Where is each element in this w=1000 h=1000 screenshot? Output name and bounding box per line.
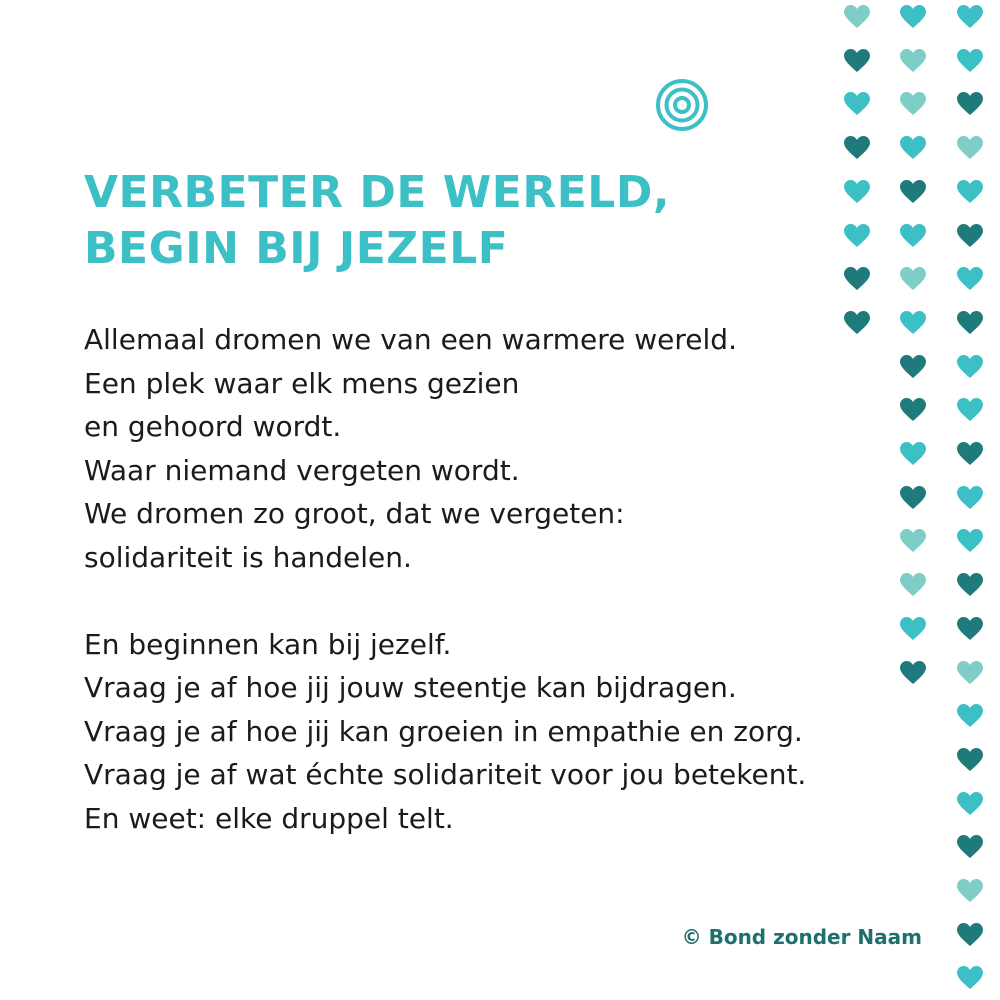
poem-line: Een plek waar elk mens gezien bbox=[84, 366, 520, 400]
heart-icon bbox=[957, 748, 983, 772]
heart-icon bbox=[957, 355, 983, 379]
heart-icon bbox=[957, 180, 983, 204]
heart-icon bbox=[957, 486, 983, 510]
heart-icon bbox=[957, 661, 983, 685]
title-line-2: BEGIN BIJ JEZELF bbox=[84, 223, 509, 274]
heart-icon bbox=[957, 879, 983, 903]
heart-icon bbox=[957, 136, 983, 160]
heart-icon bbox=[957, 529, 983, 553]
heart-icon bbox=[900, 355, 926, 379]
poem-line: We dromen zo groot, dat we vergeten: bbox=[84, 497, 625, 531]
heart-icon bbox=[957, 5, 983, 29]
heart-icon bbox=[900, 486, 926, 510]
heart-icon bbox=[900, 136, 926, 160]
heart-icon bbox=[844, 49, 870, 73]
poem-line: Vraag je af hoe jij kan groeien in empathie en zorg. bbox=[84, 714, 803, 748]
heart-icon bbox=[957, 92, 983, 116]
heart-icon bbox=[900, 5, 926, 29]
concentric-circles-icon bbox=[655, 78, 709, 132]
poem-line: En beginnen kan bij jezelf. bbox=[84, 627, 452, 661]
heart-icon bbox=[900, 267, 926, 291]
page-title bbox=[84, 165, 670, 277]
heart-icon bbox=[844, 224, 870, 248]
poem-line: Waar niemand vergeten wordt. bbox=[84, 453, 520, 487]
heart-icon bbox=[844, 92, 870, 116]
heart-icon bbox=[900, 442, 926, 466]
heart-icon bbox=[957, 267, 983, 291]
heart-icon bbox=[844, 180, 870, 204]
copyright-notice: © Bond zonder Naam bbox=[681, 925, 922, 949]
heart-icon bbox=[957, 792, 983, 816]
heart-icon bbox=[957, 966, 983, 990]
heart-icon bbox=[900, 617, 926, 641]
heart-icon bbox=[957, 442, 983, 466]
heart-icon bbox=[900, 311, 926, 335]
heart-icon bbox=[844, 311, 870, 335]
heart-icon bbox=[957, 617, 983, 641]
poem-line: Vraag je af wat échte solidariteit voor jou betekent. bbox=[84, 758, 807, 792]
heart-icon bbox=[957, 835, 983, 859]
poem-line: En weet: elke druppel telt. bbox=[84, 801, 454, 835]
heart-icon bbox=[900, 398, 926, 422]
heart-icon bbox=[900, 529, 926, 553]
heart-icon bbox=[844, 136, 870, 160]
poem bbox=[84, 318, 864, 884]
heart-icon bbox=[957, 311, 983, 335]
poem-line: Vraag je af hoe jij jouw steentje kan bijdragen. bbox=[84, 671, 737, 705]
heart-icon bbox=[957, 923, 983, 947]
stanza-2 bbox=[84, 623, 864, 841]
title-line-1: VERBETER DE WERELD, bbox=[84, 167, 671, 218]
heart-icon bbox=[900, 180, 926, 204]
heart-icon bbox=[900, 92, 926, 116]
heart-icon bbox=[900, 573, 926, 597]
heart-icon bbox=[957, 573, 983, 597]
poem-line: solidariteit is handelen. bbox=[84, 540, 412, 574]
heart-icon bbox=[844, 267, 870, 291]
heart-icon bbox=[844, 5, 870, 29]
poem-line: Allemaal dromen we van een warmere wereld. bbox=[84, 323, 737, 356]
poem-line: en gehoord wordt. bbox=[84, 410, 342, 444]
heart-icon bbox=[957, 704, 983, 728]
heart-icon bbox=[957, 224, 983, 248]
heart-icon bbox=[900, 224, 926, 248]
stanza-1 bbox=[84, 318, 864, 580]
heart-icon bbox=[900, 661, 926, 685]
heart-icon bbox=[900, 49, 926, 73]
heart-icon bbox=[957, 398, 983, 422]
heart-icon bbox=[957, 49, 983, 73]
